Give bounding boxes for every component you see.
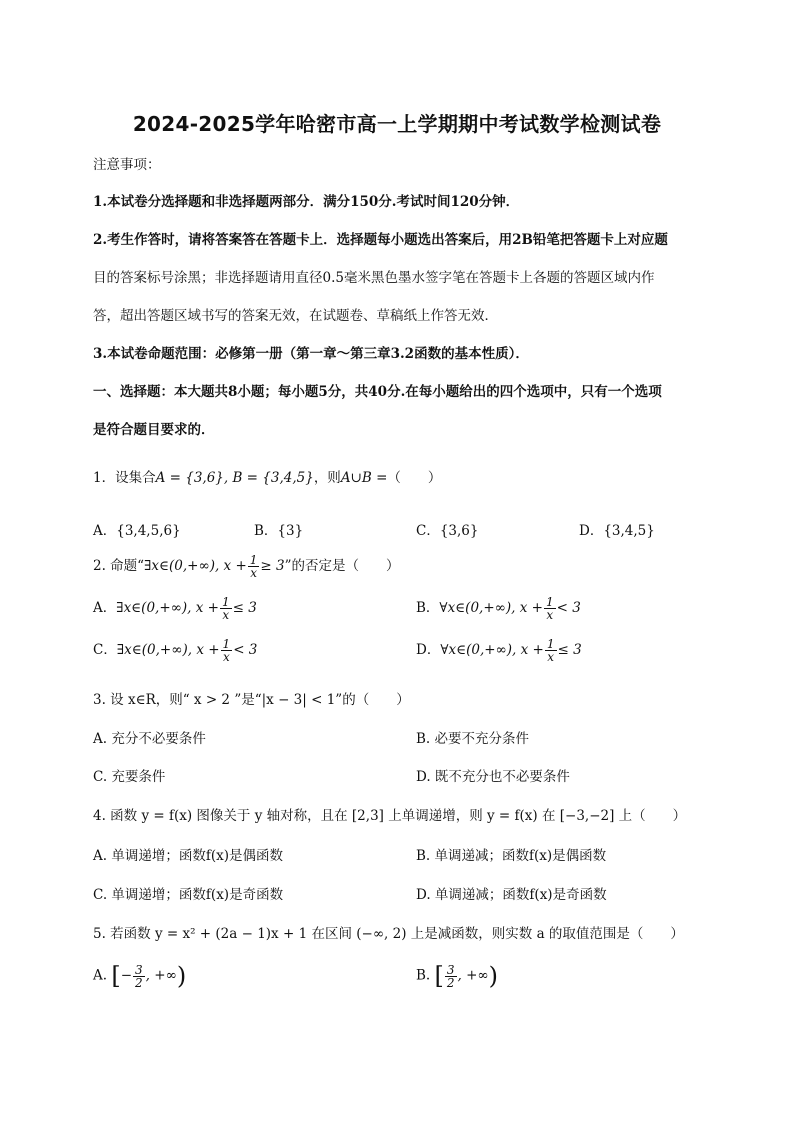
q4-option-c: C. 单调递增；函数f(x)是奇函数 xyxy=(93,887,284,903)
notice-item-3: 3.本试卷命题范围：必修第一册（第一章～第三章3.2函数的基本性质）． xyxy=(93,346,529,362)
q2-option-c: C．∃x∈(0,+∞), x + $\frac{1}{x}$ < 3 xyxy=(93,637,258,664)
q1-stem-post: ，则 xyxy=(313,470,341,486)
notice-item-2: 2.考生作答时，请将答案答在答题卡上．选择题每小题选出答案后，用2B铅笔把答题卡上对应题 xyxy=(93,232,668,248)
q1-option-d: D．{3,4,5} xyxy=(579,523,655,539)
q1-stem-pre: 1．设集合 xyxy=(93,470,156,486)
q4-option-d: D. 单调递减；函数f(x)是奇函数 xyxy=(416,887,607,903)
section-heading: 一、选择题：本大题共8小题；每小题5分，共40分.在每小题给出的四个选项中，只有一个选项 xyxy=(93,384,662,400)
q2-stem-math: ∃x∈(0,+∞), x + xyxy=(144,558,247,574)
q2-option-b: B．∀x∈(0,+∞), x + $\frac{1}{x}$ < 3 xyxy=(416,595,581,622)
page-title: 2024-2025学年哈密市高一上学期期中考试数学检测试卷 xyxy=(132,112,662,136)
q2-stem-math2: ≥ 3 xyxy=(260,558,285,574)
q3-option-b: B. 必要不充分条件 xyxy=(416,731,530,747)
q1-stem-math2: A∪B = xyxy=(340,470,388,486)
q1-option-b: B．{3} xyxy=(254,523,304,539)
question-3-stem: 3. 设 x∈R，则“ x > 2 ”是“|x − 3| < 1”的（ ） xyxy=(93,692,410,708)
q3-option-a: A. 充分不必要条件 xyxy=(93,731,206,747)
q2-stem-pre: 2. 命题“ xyxy=(93,558,145,574)
notice-heading: 注意事项： xyxy=(93,157,161,173)
q5-option-b: B. [ $\frac{3}{2}$ , +∞) xyxy=(416,962,499,990)
q1-stem-tail: （ ） xyxy=(387,470,442,486)
q2-option-a: A．∃x∈(0,+∞), x + $\frac{1}{x}$ ≤ 3 xyxy=(93,595,257,622)
question-1-stem xyxy=(93,466,441,486)
q3-option-c: C. 充要条件 xyxy=(93,769,166,785)
q4-option-b: B. 单调递减；函数f(x)是偶函数 xyxy=(416,848,607,864)
notice-item-2-end: 答，超出答题区域书写的答案无效，在试题卷、草稿纸上作答无效． xyxy=(93,308,498,324)
notice-item-1: 1.本试卷分选择题和非选择题两部分．满分150分.考试时间120分钟． xyxy=(93,194,520,210)
q2-stem-tail: ”的否定是（ ） xyxy=(284,558,400,574)
q1-stem-math: A = {3,6}, B = {3,4,5} xyxy=(155,470,314,486)
q1-option-c: C．{3,6} xyxy=(416,523,479,539)
question-4-stem: 4. 函数 y = f(x) 图像关于 y 轴对称，且在 [2,3] 上单调递增，则 y = f(x) 在 [−3,−2] 上（ ） xyxy=(93,808,687,824)
q3-option-d: D. 既不充分也不必要条件 xyxy=(416,769,570,785)
question-2-stem xyxy=(93,554,400,579)
question-5-stem: 5. 若函数 y = x² + (2a − 1)x + 1 在区间 (−∞, 2) 上是减函数，则实数 a 的取值范围是（ ） xyxy=(93,926,684,942)
q5-option-a: A. [− $\frac{3}{2}$ , +∞) xyxy=(93,962,187,990)
q2-stem-fraction: $\frac{1}{x}$ xyxy=(249,553,258,580)
q4-option-a: A. 单调递增；函数f(x)是偶函数 xyxy=(93,848,283,864)
q1-option-a: A．{3,4,5,6} xyxy=(93,523,181,539)
q2-option-d: D．∀x∈(0,+∞), x + $\frac{1}{x}$ ≤ 3 xyxy=(416,637,582,664)
notice-item-2-cont: 目的答案标号涂黑；非选择题请用直径0.5毫米黑色墨水签字笔在答题卡上各题的答题区域内作 xyxy=(93,270,655,286)
section-heading-cont: 是符合题目要求的． xyxy=(93,422,215,438)
